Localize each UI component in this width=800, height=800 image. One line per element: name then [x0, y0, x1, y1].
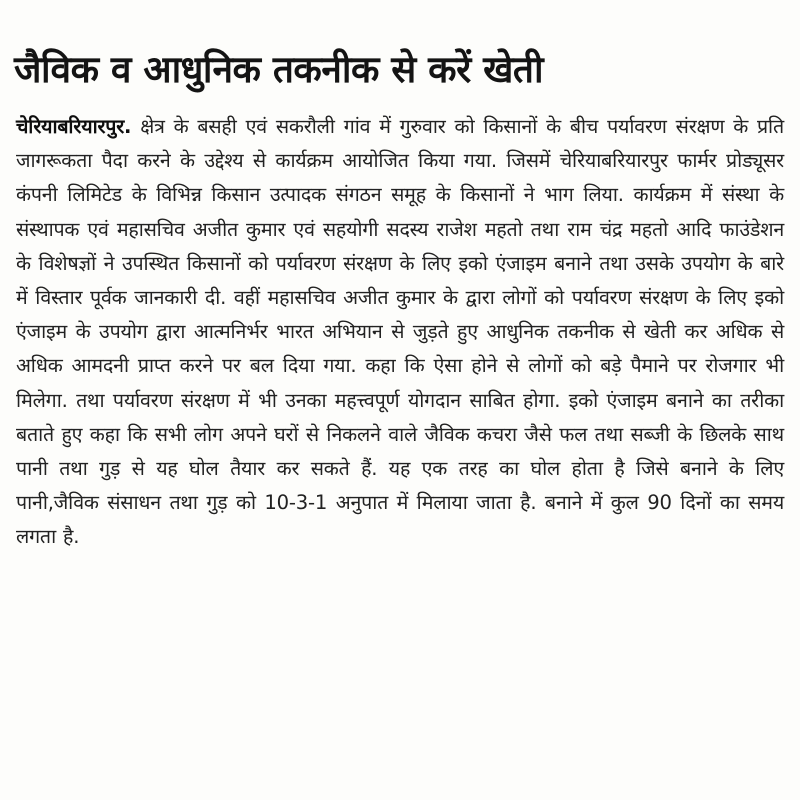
- article-headline: जैविक व आधुनिक तकनीक से करें खेती: [14, 48, 544, 91]
- article-body: [16, 110, 784, 555]
- article-body-text: क्षेत्र के बसही एवं सकरौली गांव में गुरुवार को किसानों के बीच पर्यावरण संरक्षण के प्रति जागरूकता पैदा करने के उद्देश्य से कार्यक्रम आयोजित किया गया. जिसमें चेरियाबरियारपुर फार्मर प्रोड्यूसर कंपनी लिमिटेड के विभिन्न किसान उत्पादक संगठन समूह के किसानों ने भाग लिया. कार्यक्रम में संस्था के संस्थापक एवं महासचिव अजीत कुमार एवं सहयोगी सदस्य राजेश महतो तथा राम चंद्र महतो आदि फाउंडेशन के विशेषज्ञों ने उपस्थित किसानों को पर्यावरण संरक्षण के लिए इको एंजाइम बनाने तथा उसके उपयोग के बारे में विस्तार पूर्वक जानकारी दी. वहीं महासचिव अजीत कुमार के द्वारा लोगों को पर्यावरण संरक्षण के लिए इको एंजाइम के उपयोग द्वारा आत्मनिर्भर भारत अभियान से जुड़ते हुए आधुनिक तकनीक से खेती कर अधिक से अधिक आमदनी प्राप्त करने पर बल दिया गया. कहा कि ऐसा होने से लोगों को बड़े पैमाने पर रोजगार भी मिलेगा. तथा पर्यावरण संरक्षण में भी उनका महत्त्वपूर्ण योगदान साबित होगा. इको एंजाइम बनाने का तरीका बताते हुए कहा कि सभी लोग अपने घरों से निकलने वाले जैविक कचरा जैसे फल तथा सब्जी के छिलके साथ पानी तथा गुड़ से यह घोल तैयार कर सकते हैं. यह एक तरह का घोल होता है जिसे बनाने के लिए पानी,जैविक संसाधन तथा गुड़ को 10-3-1 अनुपात में मिलाया जाता है. बनाने में कुल 90 दिनों का समय लगता है.: [16, 115, 784, 549]
- article-dateline: चेरियाबरियारपुर.: [16, 115, 132, 138]
